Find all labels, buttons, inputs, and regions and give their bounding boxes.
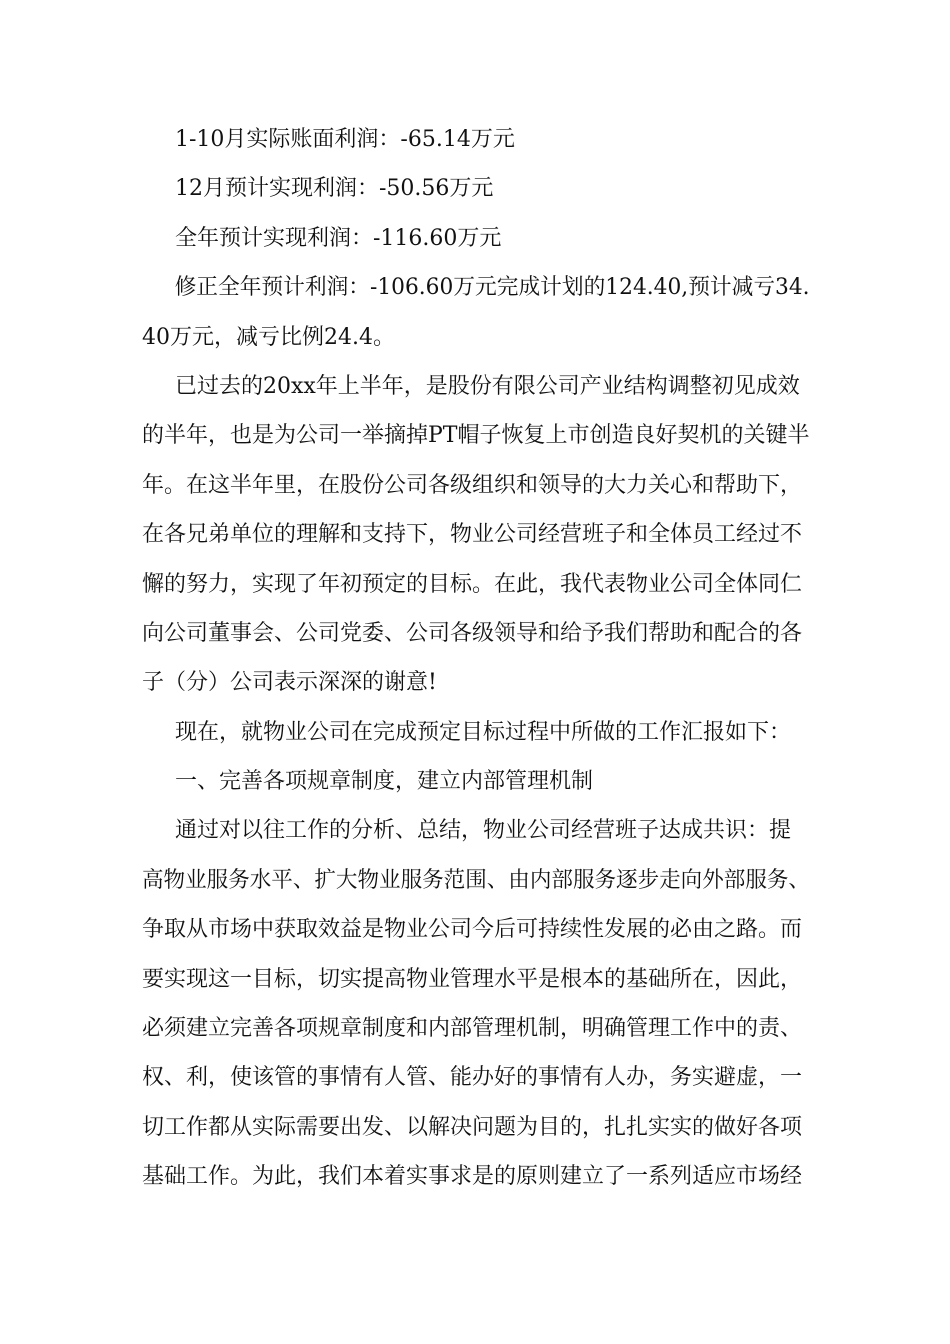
profit-line-1-10: 1-10月实际账面利润：-65.14万元 xyxy=(175,127,515,152)
paragraph-line: 懈的努力，实现了年初预定的目标。在此，我代表物业公司全体同仁 xyxy=(142,571,803,597)
paragraph-line: 子（分）公司表示深深的谢意! xyxy=(142,670,437,696)
paragraph-line: 必须建立完善各项规章制度和内部管理机制，明确管理工作中的责、 xyxy=(142,1016,803,1042)
document-body xyxy=(142,115,810,1202)
paragraph-line: 切工作都从实际需要出发、以解决问题为目的，扎扎实实的做好各项 xyxy=(142,1114,803,1140)
profit-line-december: 12月预计实现利润：-50.56万元 xyxy=(175,176,494,202)
paragraph-line: 的半年，也是为公司一举摘掉PT帽子恢复上市创造良好契机的关键半 xyxy=(142,423,810,449)
profit-line-revised-cont: 40万元，减亏比例24.4。 xyxy=(142,324,395,350)
paragraph-line: 争取从市场中获取效益是物业公司今后可持续性发展的必由之路。而 xyxy=(142,917,803,943)
paragraph-line: 已过去的20xx年上半年，是股份有限公司产业结构调整初见成效 xyxy=(175,373,800,399)
paragraph-line: 年。在这半年里，在股份公司各级组织和领导的大力关心和帮助下， xyxy=(142,472,803,498)
paragraph-line: 通过对以往工作的分析、总结，物业公司经营班子达成共识：提 xyxy=(175,818,792,844)
paragraph-line: 高物业服务水平、扩大物业服务范围、由内部服务逐步走向外部服务、 xyxy=(142,867,810,893)
paragraph-line: 向公司董事会、公司党委、公司各级领导和给予我们帮助和配合的各 xyxy=(142,620,803,646)
paragraph-line: 要实现这一目标，切实提高物业管理水平是根本的基础所在，因此， xyxy=(142,966,803,992)
paragraph-line: 基础工作。为此，我们本着实事求是的原则建立了一系列适应市场经 xyxy=(142,1164,803,1190)
profit-line-annual: 全年预计实现利润：-116.60万元 xyxy=(175,225,502,251)
profit-line-revised: 修正全年预计利润：-106.60万元完成计划的124.40,预计减亏34. xyxy=(174,275,810,301)
section-heading: 一、完善各项规章制度，建立内部管理机制 xyxy=(175,769,594,795)
paragraph-line: 权、利，使该管的事情有人管、能办好的事情有人办，务实避虚，一 xyxy=(142,1065,803,1091)
paragraph-line: 在各兄弟单位的理解和支持下，物业公司经营班子和全体员工经过不 xyxy=(142,522,803,548)
report-intro-line: 现在，就物业公司在完成预定目标过程中所做的工作汇报如下： xyxy=(175,719,792,745)
